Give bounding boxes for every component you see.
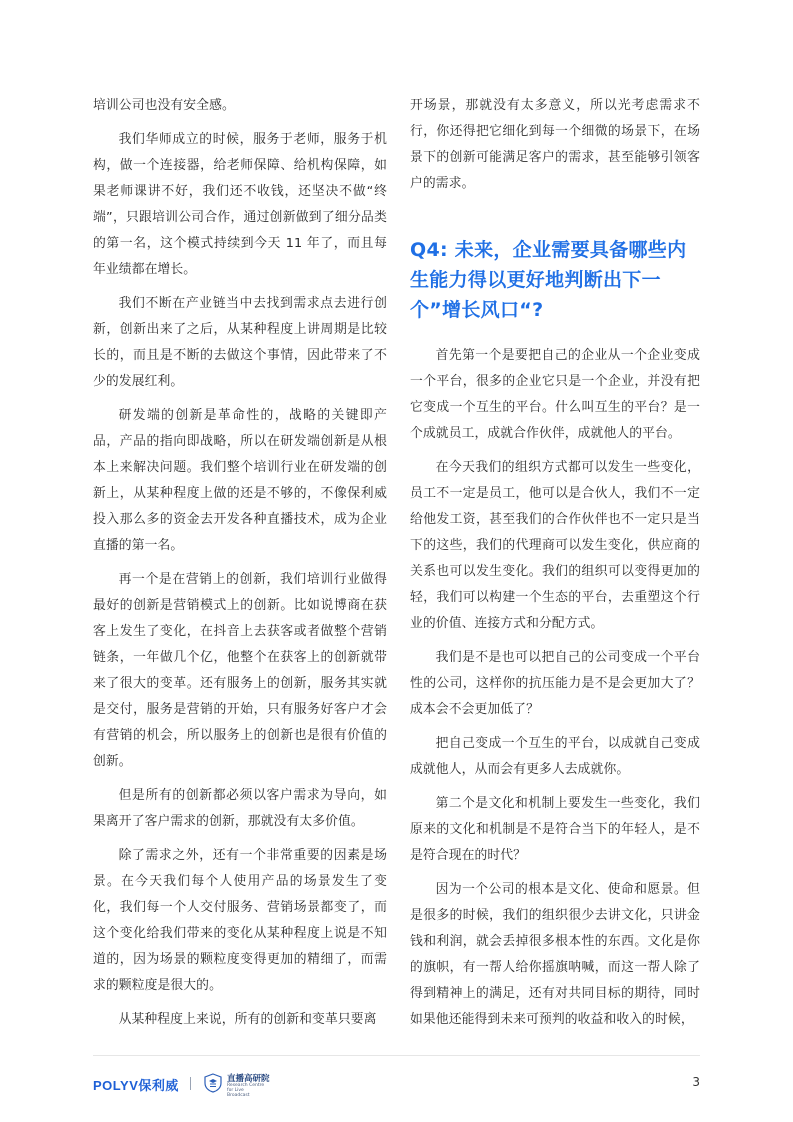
paragraph: 把自己变成一个互生的平台，以成就自己变成成就他人，从而会有更多人去成就你。 <box>410 736 700 777</box>
logo-divider <box>190 1077 191 1090</box>
paragraph: 再一个是在营销上的创新，我们培训行业做得最好的创新是营销模式上的创新。比如说博商在获客上发生了变化，在抖音上去获客或者做整个营销链条，一年做几个亿，他整个在获客上的创新就带来了很大的变革。还有服务上的创新，服务其实就是交付，服务是营销的开始，只有服务好客户才会有营销的机会，所以服务上的创新也是很有价值的创新。 <box>93 572 387 769</box>
paragraph: 从某种程度上来说，所有的创新和变革只要离 <box>118 1012 377 1027</box>
institute-name: 直播高研院 <box>227 1074 270 1084</box>
paragraph: 但是所有的创新都必须以客户需求为导向，如果离开了客户需求的创新，那就没有太多价值。 <box>93 788 387 829</box>
institute-emblem-icon <box>203 1073 223 1093</box>
paragraph: 除了需求之外，还有一个非常重要的因素是场景。在今天我们每个人使用产品的场景发生了变化，我们每一个人交付服务、营销场景都变了，而这个变化给我们带来的变化从某种程度上说是不知道的，因为场景的颗粒度变得更加的精细了，而需求的颗粒度是很大的。 <box>93 848 387 993</box>
section-heading: Q4: 未来，企业需要具备哪些内生能力得以更好地判断出下一个”增长风口“? <box>410 239 687 321</box>
footer-divider <box>93 1055 700 1056</box>
paragraph: 我们华师成立的时候，服务于老师，服务于机构，做一个连接器，给老师保障、给机构保障，如果老师课讲不好，我们还不收钱，还坚决不做“终端”，只跟培训公司合作，通过创新做到了细分品类的第一名，这个模式持续到今天 11 年了，而且每年业绩都在增长。 <box>93 132 387 277</box>
page-footer <box>93 1072 700 1096</box>
left-column <box>93 93 387 1041</box>
paragraph: 我们是不是也可以把自己的公司变成一个平台性的公司，这样你的抗压能力是不是会更加大了？成本会不会更加低了？ <box>410 650 700 717</box>
paragraph: 培训公司也没有安全感。 <box>93 98 235 113</box>
paragraph: 首先第一个是要把自己的企业从一个企业变成一个平台，很多的企业它只是一个企业，并没有把它变成一个互生的平台。什么叫互生的平台？是一个成就员工，成就合作伙伴，成就他人的平台。 <box>410 348 700 441</box>
page-number: 3 <box>692 1075 700 1089</box>
paragraph: 第二个是文化和机制上要发生一些变化，我们原来的文化和机制是不是符合当下的年轻人，是不是符合现在的时代？ <box>410 796 700 863</box>
polyv-logo: POLYV保利威 <box>93 1078 179 1093</box>
paragraph: 研发端的创新是革命性的，战略的关键即产品，产品的指向即战略，所以在研发端创新是从根本上来解决问题。我们整个培训行业在研发端的创新上，从某种程度上做的还是不够的，不像保利威投入那么多的资金去开发各种直播技术，成为企业直播的第一名。 <box>93 408 387 553</box>
right-column <box>410 93 700 1041</box>
paragraph: 在今天我们的组织方式都可以发生一些变化，员工不一定是员工，他可以是合伙人，我们不一定给他发工资，甚至我们的合作伙伴也不一定只是当下的这些，我们的代理商可以发生变化，供应商的关系也可以发生变化。我们的组织可以变得更加的轻，我们可以构建一个生态的平台，去重塑这个行业的价值、连接方式和分配方式。 <box>410 460 700 631</box>
paragraph: 因为一个公司的根本是文化、使命和愿景。但是很多的时候，我们的组织很少去讲文化，只讲金钱和利润，就会丢掉很多根本性的东西。文化是你的旗帜，有一帮人给你摇旗呐喊，而这一帮人除了得到精神上的满足，还有对共同目标的期待，同时如果他还能得到未来可预判的收益和收入的时候， <box>410 882 700 1027</box>
paragraph: 我们不断在产业链当中去找到需求点去进行创新，创新出来了之后，从某种程度上讲周期是比较长的，而且是不断的去做这个事情，因此带来了不少的发展红利。 <box>93 296 387 389</box>
institute-subtitle: Research Centre for Live Broadcast <box>227 1083 265 1098</box>
paragraph: 开场景，那就没有太多意义，所以光考虑需求不行，你还得把它细化到每一个细微的场景下，在场景下的创新可能满足客户的需求，甚至能够引领客户的需求。 <box>410 98 700 191</box>
